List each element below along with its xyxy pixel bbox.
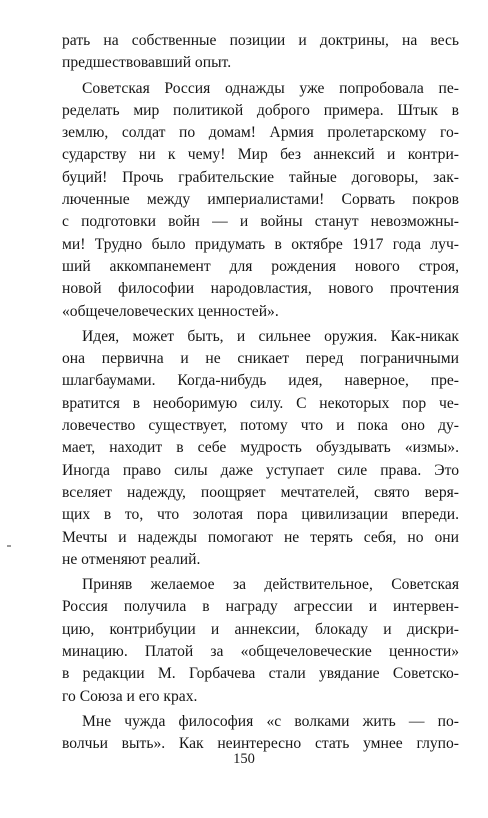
text-line: «общечеловеческих ценностей». xyxy=(62,302,279,320)
text-line: ределать мир политикой доброго примера. Штык в xyxy=(62,101,459,119)
text-line: буций! Прочь грабительские тайные договоры, зак- xyxy=(62,168,459,186)
margin-mark xyxy=(7,545,11,547)
text-line: вселяет надежду, поощряет мечтателей, свято веря- xyxy=(62,483,459,501)
text-line: вратится в необоримую силу. С некоторых пор че- xyxy=(62,394,459,412)
text-line: предшествовавший опыт. xyxy=(62,54,232,72)
text-line: Советская Россия однажды уже попробовала пе- xyxy=(82,79,459,97)
text-line: цию, контрибуции и аннексии, блокаду и дискри- xyxy=(62,620,459,638)
text-line: го Союза и его крах. xyxy=(62,687,198,705)
text-line: с подготовки войн — и войны станут невозможны- xyxy=(62,213,459,231)
text-line: Идея, может быть, и сильнее оружия. Как-никак xyxy=(82,327,459,345)
paragraph xyxy=(62,326,459,571)
text-line: мает, находит в себе мудрость обуздывать «измы». xyxy=(62,439,459,457)
paragraph xyxy=(62,711,459,756)
text-line: Мечты и надежды помогают не терять себя, но они xyxy=(62,528,459,546)
text-line: землю, солдат по домам! Армия пролетарскому го- xyxy=(62,124,459,142)
text-line: она первична и не сникает перед пограничными xyxy=(62,350,459,368)
paragraph xyxy=(62,78,459,323)
text-line: сударству ни к чему! Мир без аннексий и контри- xyxy=(62,146,459,164)
text-line: Приняв желаемое за действительное, Советская xyxy=(82,576,459,594)
text-line: не отменяют реалий. xyxy=(62,550,201,568)
text-line: ловечество существует, потому что и пока оно ду- xyxy=(62,417,459,435)
text-line: Иногда право силы даже уступает силе права. Это xyxy=(62,461,459,479)
text-line: ми! Трудно было придумать в октябре 1917 года луч- xyxy=(62,235,459,253)
paragraph xyxy=(62,574,459,708)
body-text xyxy=(62,30,459,759)
text-line: Мне чужда философия «с волками жить — по- xyxy=(82,712,459,730)
text-line: рать на собственные позиции и доктрины, на весь xyxy=(62,32,459,49)
text-line: Россия получила в награду агрессии и интервен- xyxy=(62,598,459,616)
text-line: волчьи выть». Как неинтересно стать умнее глупо- xyxy=(62,735,459,753)
text-line: щих в то, что золотая пора цивилизации впереди. xyxy=(62,506,459,524)
text-line: ший аккомпанемент для рождения нового строя, xyxy=(62,257,459,275)
text-line: минацию. Платой за «общечеловеческие ценности» xyxy=(62,643,459,661)
text-line: в редакции М. Горбачева стали увядание Советско- xyxy=(62,665,459,683)
page-number: 150 xyxy=(233,751,255,767)
text-line: новой философии народовластия, нового прочтения xyxy=(62,280,459,298)
text-line: люченные между империалистами! Сорвать покров xyxy=(62,191,459,209)
text-line: шлагбаумами. Когда-нибудь идея, наверное, пре- xyxy=(62,372,459,390)
paragraph xyxy=(62,30,459,75)
